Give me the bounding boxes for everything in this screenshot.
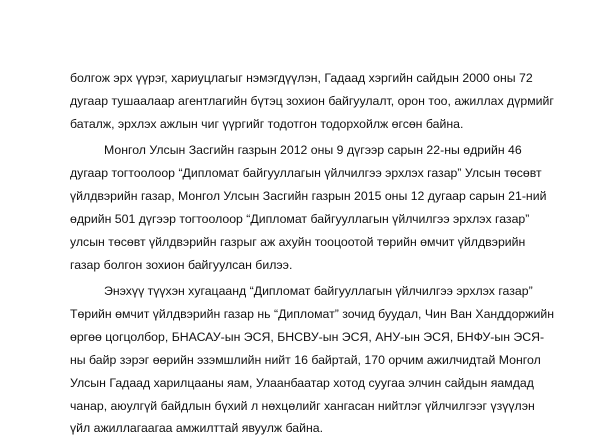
text-line: үйлдвэрийн газар, Монгол Улсын Засгийн газрын 2015 оны 12 дугаар сарын 21-ний	[70, 189, 547, 203]
text-line: чанар, аюулгүй байдлын бүхий л нөхцөлийг хангасан нийтлэг үйлчилгээг үзүүлэн	[70, 399, 535, 413]
text-line: Төрийн өмчит үйлдвэрийн газар нь “Дипломат” зочид буудал, Чин Ван Ханддоржийн	[70, 307, 554, 321]
text-line: болгож эрх үүрэг, хариуцлагыг нэмэгдүүлэн, Гадаад хэргийн сайдын 2000 оны 72	[70, 71, 533, 85]
text-line: ны байр зэрэг өөрийн эзэмшлийн нийт 16 байртай, 170 орчим ажилчидтай Монгол	[70, 353, 541, 367]
text-line: өдрийн 501 дүгээр тогтоолоор “Дипломат байгууллагын үйлчилгээ эрхлэх газар”	[70, 212, 530, 226]
text-line: үйл ажиллагаагаа амжилттай явуулж байна.	[70, 421, 324, 435]
text-line: Улсын Гадаад харилцааны яам, Улаанбаатар хотод суугаа элчин сайдын яамдад	[70, 376, 534, 390]
text-line: Монгол Улсын Засгийн газрын 2012 оны 9 дүгээр сарын 22-ны өдрийн 46	[104, 143, 522, 157]
text-line: өргөө цогцолбор, БНАСАУ-ын ЭСЯ, БНСВУ-ын ЭСЯ, АНУ-ын ЭСЯ, БНФУ-ын ЭСЯ-	[70, 330, 545, 344]
text-line: дугаар тогтоолоор “Дипломат байгууллагын үйлчилгээ эрхлэх газар” Улсын төсөвт	[70, 166, 542, 180]
text-line: улсын төсөвт үйлдвэрийн газрыг аж ахуйн тооцоотой төрийн өмчит үйлдвэрийн	[70, 235, 526, 249]
text-line: баталж, эрхлэх ажлын чиг үүргийг тодотгон тодорхойлж өгсөн байна.	[70, 117, 464, 131]
text-line: дугаар тушаалаар агентлагийн бүтэц зохион байгуулалт, орон тоо, ажиллах дүрмийг	[70, 94, 554, 108]
text-line: Энэхүү түүхэн хугацаанд “Дипломат байгууллагын үйлчилгээ эрхлэх газар”	[104, 284, 533, 298]
text-line: газар болгон зохион байгуулсан билээ.	[70, 258, 293, 272]
